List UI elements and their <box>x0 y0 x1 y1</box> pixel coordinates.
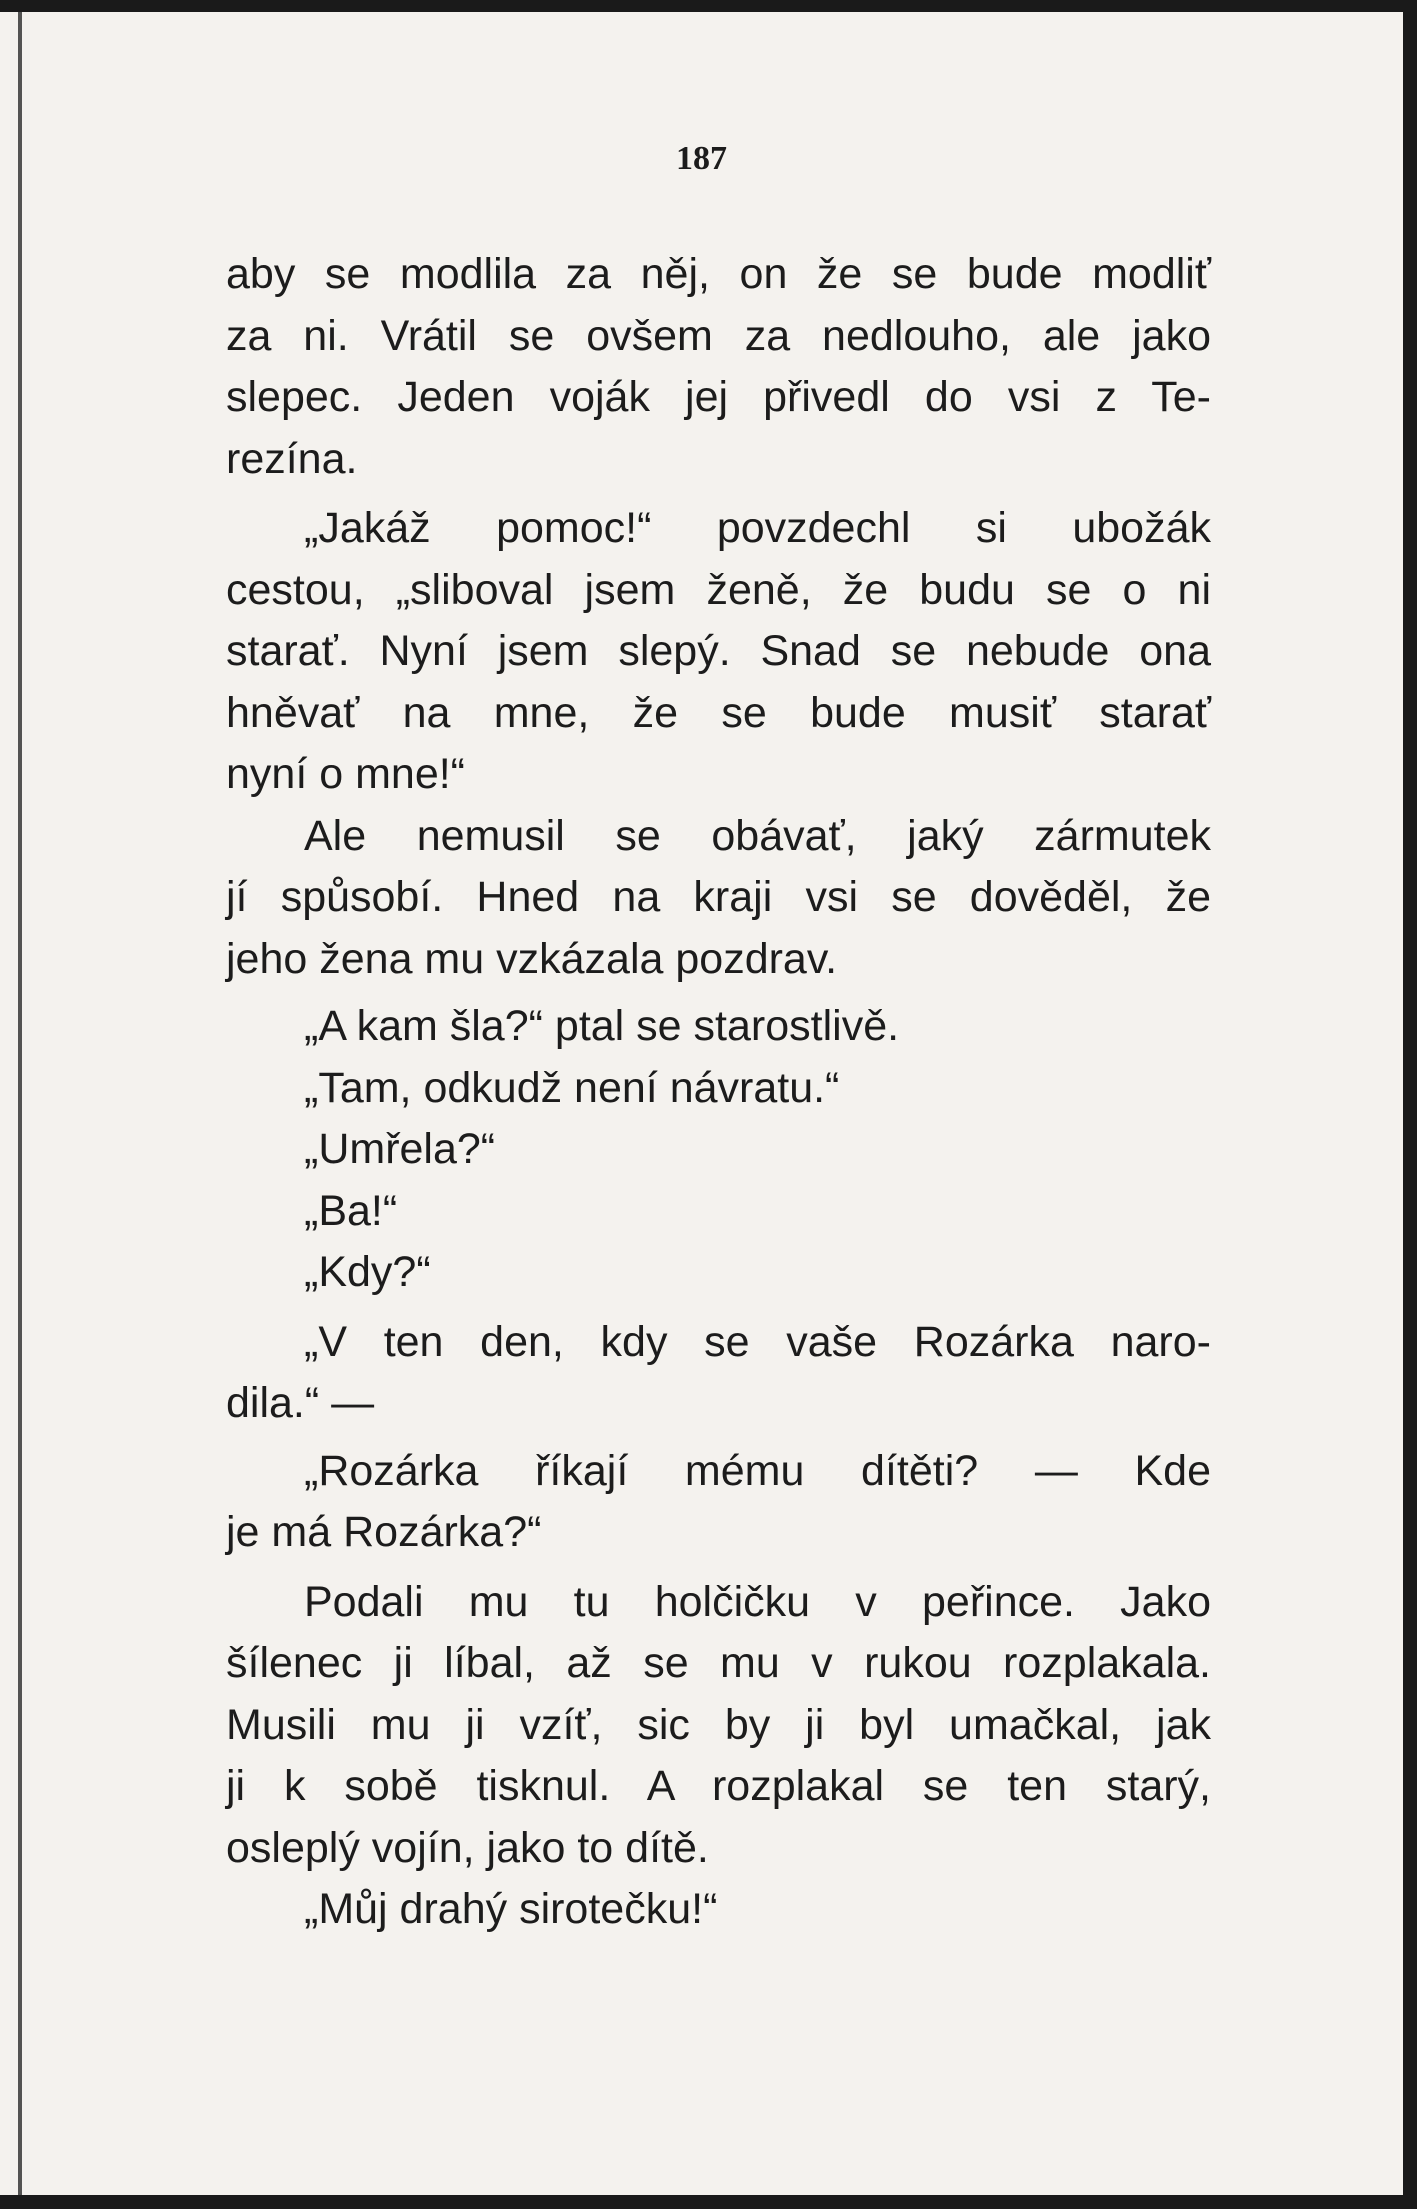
text-line: osleplý vojín, jako to dítě. <box>226 1823 709 1872</box>
text-line: dila.“ — <box>226 1379 375 1427</box>
text-line: Musili mu ji vzíť, sic by ji byl umačkal, jak <box>226 1700 1211 1749</box>
text-line: starať. Nyní jsem slepý. Snad se nebude ona <box>226 627 1211 675</box>
text-line: „A kam šla?“ ptal se starostlivě. <box>304 1002 900 1050</box>
text-line: „V ten den, kdy se vaše Rozárka naro- <box>304 1317 1211 1366</box>
text-line: jí spůsobí. Hned na kraji vsi se dověděl, že <box>226 873 1211 921</box>
text-line: „Umřela?“ <box>304 1125 496 1173</box>
text-line: hněvať na mne, že se bude musiť starať <box>226 688 1211 737</box>
text-line: za ni. Vrátil se ovšem za nedlouho, ale jako <box>226 311 1211 360</box>
text-line: „Tam, odkudž není návratu.“ <box>304 1063 840 1112</box>
text-line: aby se modlila za něj, on že se bude modliť <box>226 250 1211 298</box>
text-line: jeho žena mu vzkázala pozdrav. <box>226 934 838 983</box>
text-line: „Jakáž pomoc!“ povzdechl si ubožák <box>304 504 1211 552</box>
text-line: „Kdy?“ <box>304 1248 431 1296</box>
text-line: „Rozárka říkají mému dítěti? — Kde <box>304 1446 1211 1495</box>
text-line: ji k sobě tisknul. A rozplakal se ten starý, <box>226 1762 1211 1810</box>
text-line: „Ba!“ <box>304 1186 398 1235</box>
text-line: Ale nemusil se obávať, jaký zármutek <box>304 811 1211 860</box>
text-line: je má Rozárka?“ <box>226 1508 542 1556</box>
text-line: šílenec ji líbal, až se mu v rukou rozplakala. <box>226 1639 1211 1687</box>
text-line: slepec. Jeden voják jej přivedl do vsi z Te- <box>226 373 1211 421</box>
text-line: Podali mu tu holčičku v peřince. Jako <box>304 1577 1211 1626</box>
page-number: 187 <box>676 140 727 177</box>
text-line: cestou, „sliboval jsem ženě, že budu se o ni <box>226 565 1211 614</box>
text-line: „Můj drahý sirotečku!“ <box>304 1885 718 1933</box>
text-line: rezína. <box>226 434 358 483</box>
body-text <box>226 244 1211 1941</box>
text-line: nyní o mne!“ <box>226 750 465 798</box>
